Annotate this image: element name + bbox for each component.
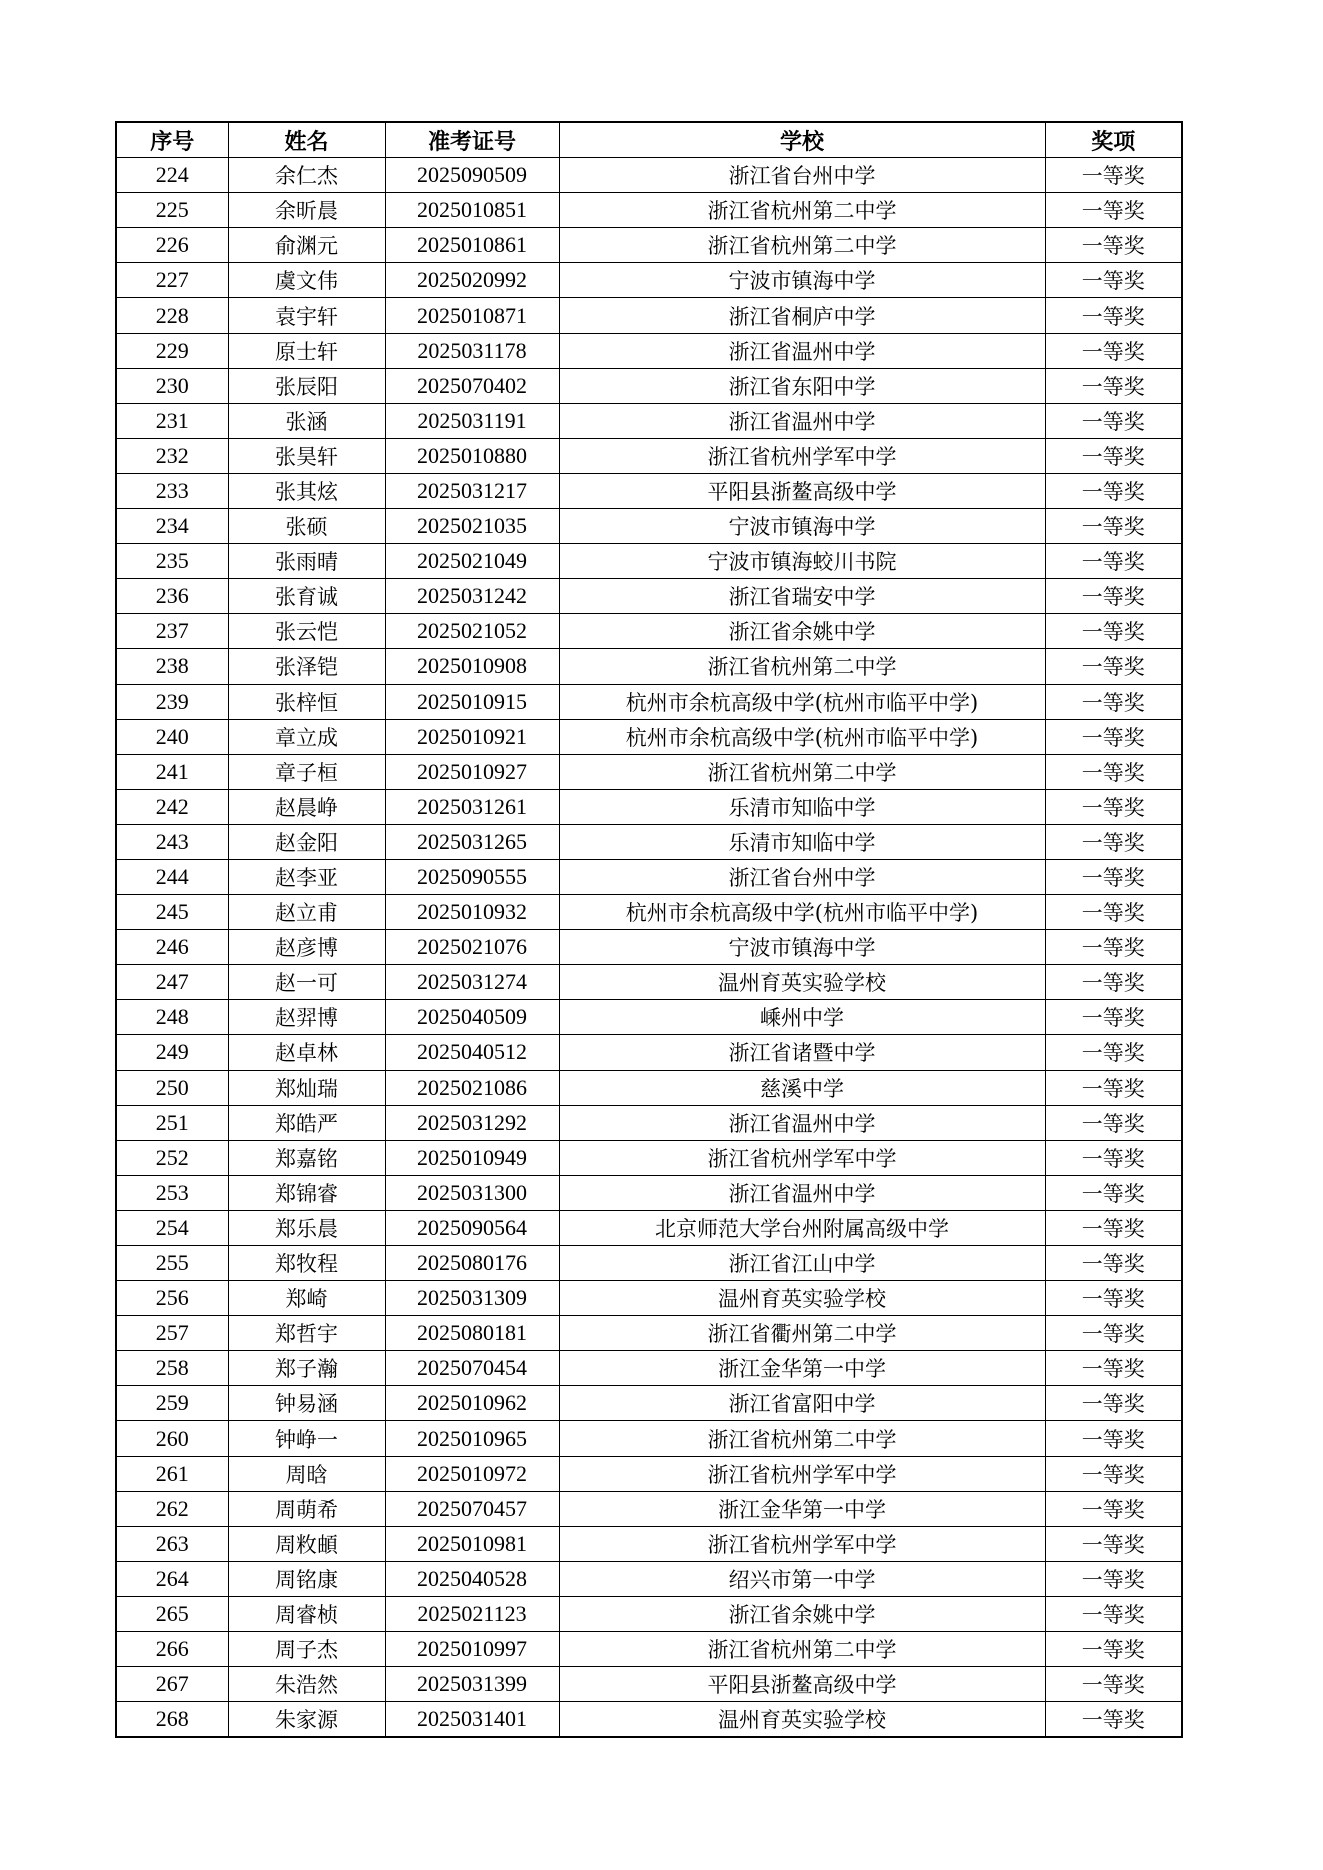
serial-number-cell: 266 <box>116 1632 228 1667</box>
school-cell: 杭州市余杭高级中学(杭州市临平中学) <box>559 684 1045 719</box>
serial-number-cell: 238 <box>116 649 228 684</box>
serial-number-cell: 231 <box>116 403 228 438</box>
award-cell: 一等奖 <box>1045 930 1182 965</box>
serial-number-cell: 263 <box>116 1526 228 1561</box>
table-row <box>116 824 1182 859</box>
ticket-number-cell: 2025010972 <box>385 1456 559 1491</box>
table-row <box>116 1070 1182 1105</box>
school-cell: 浙江省诸暨中学 <box>559 1035 1045 1070</box>
ticket-number-cell: 2025010997 <box>385 1632 559 1667</box>
award-cell: 一等奖 <box>1045 649 1182 684</box>
school-cell: 浙江金华第一中学 <box>559 1351 1045 1386</box>
school-cell: 浙江省杭州第二中学 <box>559 1421 1045 1456</box>
school-cell: 浙江省杭州第二中学 <box>559 1632 1045 1667</box>
name-cell: 郑崎 <box>228 1281 385 1316</box>
ticket-number-cell: 2025080176 <box>385 1246 559 1281</box>
school-cell: 乐清市知临中学 <box>559 789 1045 824</box>
header-award: 奖项 <box>1045 122 1182 158</box>
serial-number-cell: 248 <box>116 1000 228 1035</box>
table-row <box>116 473 1182 508</box>
serial-number-cell: 237 <box>116 614 228 649</box>
name-cell: 章立成 <box>228 719 385 754</box>
school-cell: 浙江省杭州学军中学 <box>559 1456 1045 1491</box>
serial-number-cell: 250 <box>116 1070 228 1105</box>
ticket-number-cell: 2025010880 <box>385 438 559 473</box>
serial-number-cell: 258 <box>116 1351 228 1386</box>
award-cell: 一等奖 <box>1045 1140 1182 1175</box>
serial-number-cell: 227 <box>116 263 228 298</box>
serial-number-cell: 228 <box>116 298 228 333</box>
award-cell: 一等奖 <box>1045 193 1182 228</box>
table-row <box>116 1175 1182 1210</box>
name-cell: 张硕 <box>228 509 385 544</box>
award-cell: 一等奖 <box>1045 684 1182 719</box>
school-cell: 嵊州中学 <box>559 1000 1045 1035</box>
ticket-number-cell: 2025070402 <box>385 368 559 403</box>
award-cell: 一等奖 <box>1045 824 1182 859</box>
award-cell: 一等奖 <box>1045 1210 1182 1245</box>
name-cell: 原士轩 <box>228 333 385 368</box>
school-cell: 浙江省余姚中学 <box>559 1596 1045 1631</box>
serial-number-cell: 267 <box>116 1667 228 1702</box>
award-cell: 一等奖 <box>1045 1386 1182 1421</box>
table-row <box>116 1210 1182 1245</box>
award-cell: 一等奖 <box>1045 473 1182 508</box>
school-cell: 浙江省瑞安中学 <box>559 579 1045 614</box>
award-cell: 一等奖 <box>1045 333 1182 368</box>
serial-number-cell: 241 <box>116 754 228 789</box>
serial-number-cell: 225 <box>116 193 228 228</box>
serial-number-cell: 249 <box>116 1035 228 1070</box>
award-cell: 一等奖 <box>1045 228 1182 263</box>
serial-number-cell: 260 <box>116 1421 228 1456</box>
award-cell: 一等奖 <box>1045 859 1182 894</box>
name-cell: 赵李亚 <box>228 859 385 894</box>
award-cell: 一等奖 <box>1045 1175 1182 1210</box>
ticket-number-cell: 2025031178 <box>385 333 559 368</box>
table-row <box>116 895 1182 930</box>
name-cell: 周晗 <box>228 1456 385 1491</box>
table-row <box>116 649 1182 684</box>
table-row <box>116 1105 1182 1140</box>
award-cell: 一等奖 <box>1045 579 1182 614</box>
table-row <box>116 754 1182 789</box>
name-cell: 张梓恒 <box>228 684 385 719</box>
ticket-number-cell: 2025031274 <box>385 965 559 1000</box>
serial-number-cell: 240 <box>116 719 228 754</box>
school-cell: 杭州市余杭高级中学(杭州市临平中学) <box>559 719 1045 754</box>
name-cell: 俞渊元 <box>228 228 385 263</box>
name-cell: 虞文伟 <box>228 263 385 298</box>
serial-number-cell: 229 <box>116 333 228 368</box>
ticket-number-cell: 2025031401 <box>385 1702 559 1738</box>
serial-number-cell: 256 <box>116 1281 228 1316</box>
school-cell: 浙江省温州中学 <box>559 1175 1045 1210</box>
award-cell: 一等奖 <box>1045 158 1182 193</box>
table-row <box>116 1140 1182 1175</box>
table-row <box>116 1561 1182 1596</box>
award-cell: 一等奖 <box>1045 719 1182 754</box>
award-cell: 一等奖 <box>1045 298 1182 333</box>
school-cell: 浙江省富阳中学 <box>559 1386 1045 1421</box>
name-cell: 朱浩然 <box>228 1667 385 1702</box>
ticket-number-cell: 2025010927 <box>385 754 559 789</box>
award-table <box>115 121 1183 1738</box>
name-cell: 张雨晴 <box>228 544 385 579</box>
name-cell: 赵立甫 <box>228 895 385 930</box>
table-header <box>116 122 1182 158</box>
serial-number-cell: 247 <box>116 965 228 1000</box>
name-cell: 张泽铠 <box>228 649 385 684</box>
name-cell: 钟易涵 <box>228 1386 385 1421</box>
table-row <box>116 1596 1182 1631</box>
header-school: 学校 <box>559 122 1045 158</box>
header-name: 姓名 <box>228 122 385 158</box>
serial-number-cell: 226 <box>116 228 228 263</box>
ticket-number-cell: 2025040528 <box>385 1561 559 1596</box>
name-cell: 郑锦睿 <box>228 1175 385 1210</box>
header-ticket-number: 准考证号 <box>385 122 559 158</box>
ticket-number-cell: 2025010981 <box>385 1526 559 1561</box>
ticket-number-cell: 2025021035 <box>385 509 559 544</box>
table-row <box>116 263 1182 298</box>
name-cell: 周睿桢 <box>228 1596 385 1631</box>
ticket-number-cell: 2025031309 <box>385 1281 559 1316</box>
ticket-number-cell: 2025010949 <box>385 1140 559 1175</box>
name-cell: 余昕晨 <box>228 193 385 228</box>
serial-number-cell: 264 <box>116 1561 228 1596</box>
serial-number-cell: 259 <box>116 1386 228 1421</box>
serial-number-cell: 246 <box>116 930 228 965</box>
serial-number-cell: 252 <box>116 1140 228 1175</box>
serial-number-cell: 257 <box>116 1316 228 1351</box>
name-cell: 郑子瀚 <box>228 1351 385 1386</box>
school-cell: 浙江省桐庐中学 <box>559 298 1045 333</box>
serial-number-cell: 224 <box>116 158 228 193</box>
serial-number-cell: 230 <box>116 368 228 403</box>
ticket-number-cell: 2025010915 <box>385 684 559 719</box>
award-cell: 一等奖 <box>1045 1421 1182 1456</box>
name-cell: 余仁杰 <box>228 158 385 193</box>
name-cell: 周子杰 <box>228 1632 385 1667</box>
name-cell: 张云恺 <box>228 614 385 649</box>
table-row <box>116 228 1182 263</box>
ticket-number-cell: 2025021086 <box>385 1070 559 1105</box>
table-row <box>116 1632 1182 1667</box>
ticket-number-cell: 2025070454 <box>385 1351 559 1386</box>
award-cell: 一等奖 <box>1045 789 1182 824</box>
award-cell: 一等奖 <box>1045 1351 1182 1386</box>
award-cell: 一等奖 <box>1045 544 1182 579</box>
table-row <box>116 1035 1182 1070</box>
school-cell: 绍兴市第一中学 <box>559 1561 1045 1596</box>
school-cell: 宁波市镇海中学 <box>559 509 1045 544</box>
name-cell: 赵彦博 <box>228 930 385 965</box>
table-row <box>116 1421 1182 1456</box>
ticket-number-cell: 2025020992 <box>385 263 559 298</box>
name-cell: 郑灿瑞 <box>228 1070 385 1105</box>
name-cell: 袁宇轩 <box>228 298 385 333</box>
serial-number-cell: 261 <box>116 1456 228 1491</box>
serial-number-cell: 253 <box>116 1175 228 1210</box>
ticket-number-cell: 2025010908 <box>385 649 559 684</box>
table-body <box>116 158 1182 1738</box>
name-cell: 赵羿博 <box>228 1000 385 1035</box>
award-cell: 一等奖 <box>1045 895 1182 930</box>
ticket-number-cell: 2025031399 <box>385 1667 559 1702</box>
award-cell: 一等奖 <box>1045 1000 1182 1035</box>
school-cell: 宁波市镇海蛟川书院 <box>559 544 1045 579</box>
award-cell: 一等奖 <box>1045 1246 1182 1281</box>
school-cell: 浙江省杭州第二中学 <box>559 649 1045 684</box>
table-row <box>116 1281 1182 1316</box>
table-row <box>116 614 1182 649</box>
serial-number-cell: 254 <box>116 1210 228 1245</box>
ticket-number-cell: 2025021049 <box>385 544 559 579</box>
serial-number-cell: 242 <box>116 789 228 824</box>
school-cell: 浙江省温州中学 <box>559 333 1045 368</box>
ticket-number-cell: 2025090555 <box>385 859 559 894</box>
table-row <box>116 1246 1182 1281</box>
award-cell: 一等奖 <box>1045 1316 1182 1351</box>
name-cell: 张涵 <box>228 403 385 438</box>
ticket-number-cell: 2025021052 <box>385 614 559 649</box>
award-cell: 一等奖 <box>1045 368 1182 403</box>
award-cell: 一等奖 <box>1045 438 1182 473</box>
award-cell: 一等奖 <box>1045 1281 1182 1316</box>
table-row <box>116 193 1182 228</box>
ticket-number-cell: 2025090564 <box>385 1210 559 1245</box>
ticket-number-cell: 2025031191 <box>385 403 559 438</box>
award-cell: 一等奖 <box>1045 1561 1182 1596</box>
table-row <box>116 1000 1182 1035</box>
ticket-number-cell: 2025010921 <box>385 719 559 754</box>
name-cell: 赵一可 <box>228 965 385 1000</box>
award-cell: 一等奖 <box>1045 263 1182 298</box>
ticket-number-cell: 2025010965 <box>385 1421 559 1456</box>
school-cell: 宁波市镇海中学 <box>559 930 1045 965</box>
award-cell: 一等奖 <box>1045 1702 1182 1738</box>
table-row <box>116 298 1182 333</box>
serial-number-cell: 255 <box>116 1246 228 1281</box>
table-row <box>116 719 1182 754</box>
award-cell: 一等奖 <box>1045 1070 1182 1105</box>
name-cell: 郑牧程 <box>228 1246 385 1281</box>
school-cell: 慈溪中学 <box>559 1070 1045 1105</box>
school-cell: 浙江省温州中学 <box>559 1105 1045 1140</box>
name-cell: 张辰阳 <box>228 368 385 403</box>
table-row <box>116 1456 1182 1491</box>
serial-number-cell: 262 <box>116 1491 228 1526</box>
school-cell: 浙江省杭州第二中学 <box>559 754 1045 789</box>
name-cell: 郑哲宇 <box>228 1316 385 1351</box>
ticket-number-cell: 2025021123 <box>385 1596 559 1631</box>
school-cell: 浙江省台州中学 <box>559 859 1045 894</box>
serial-number-cell: 244 <box>116 859 228 894</box>
school-cell: 浙江省温州中学 <box>559 403 1045 438</box>
ticket-number-cell: 2025010851 <box>385 193 559 228</box>
ticket-number-cell: 2025010932 <box>385 895 559 930</box>
serial-number-cell: 243 <box>116 824 228 859</box>
ticket-number-cell: 2025040512 <box>385 1035 559 1070</box>
name-cell: 钟峥一 <box>228 1421 385 1456</box>
serial-number-cell: 265 <box>116 1596 228 1631</box>
school-cell: 浙江省东阳中学 <box>559 368 1045 403</box>
school-cell: 平阳县浙鳌高级中学 <box>559 1667 1045 1702</box>
table-row <box>116 789 1182 824</box>
table-row <box>116 579 1182 614</box>
serial-number-cell: 245 <box>116 895 228 930</box>
award-cell: 一等奖 <box>1045 1456 1182 1491</box>
serial-number-cell: 236 <box>116 579 228 614</box>
school-cell: 浙江省杭州学军中学 <box>559 1140 1045 1175</box>
school-cell: 浙江省台州中学 <box>559 158 1045 193</box>
school-cell: 浙江金华第一中学 <box>559 1491 1045 1526</box>
table-row <box>116 1702 1182 1738</box>
school-cell: 浙江省杭州学军中学 <box>559 1526 1045 1561</box>
award-cell: 一等奖 <box>1045 403 1182 438</box>
name-cell: 朱家源 <box>228 1702 385 1738</box>
school-cell: 浙江省杭州学军中学 <box>559 438 1045 473</box>
table-row <box>116 965 1182 1000</box>
school-cell: 浙江省衢州第二中学 <box>559 1316 1045 1351</box>
ticket-number-cell: 2025031265 <box>385 824 559 859</box>
ticket-number-cell: 2025070457 <box>385 1491 559 1526</box>
serial-number-cell: 239 <box>116 684 228 719</box>
ticket-number-cell: 2025080181 <box>385 1316 559 1351</box>
school-cell: 温州育英实验学校 <box>559 1281 1045 1316</box>
school-cell: 浙江省杭州第二中学 <box>559 193 1045 228</box>
name-cell: 张育诚 <box>228 579 385 614</box>
award-cell: 一等奖 <box>1045 1526 1182 1561</box>
ticket-number-cell: 2025031242 <box>385 579 559 614</box>
table-row <box>116 859 1182 894</box>
name-cell: 赵金阳 <box>228 824 385 859</box>
ticket-number-cell: 2025010962 <box>385 1386 559 1421</box>
name-cell: 郑皓严 <box>228 1105 385 1140</box>
serial-number-cell: 232 <box>116 438 228 473</box>
ticket-number-cell: 2025031261 <box>385 789 559 824</box>
award-cell: 一等奖 <box>1045 1596 1182 1631</box>
school-cell: 北京师范大学台州附属高级中学 <box>559 1210 1045 1245</box>
ticket-number-cell: 2025021076 <box>385 930 559 965</box>
serial-number-cell: 251 <box>116 1105 228 1140</box>
serial-number-cell: 234 <box>116 509 228 544</box>
ticket-number-cell: 2025010861 <box>385 228 559 263</box>
table-row <box>116 438 1182 473</box>
school-cell: 温州育英实验学校 <box>559 1702 1045 1738</box>
name-cell: 张昊轩 <box>228 438 385 473</box>
ticket-number-cell: 2025040509 <box>385 1000 559 1035</box>
header-row <box>116 122 1182 158</box>
name-cell: 郑嘉铭 <box>228 1140 385 1175</box>
school-cell: 浙江省余姚中学 <box>559 614 1045 649</box>
ticket-number-cell: 2025031292 <box>385 1105 559 1140</box>
award-cell: 一等奖 <box>1045 1632 1182 1667</box>
award-cell: 一等奖 <box>1045 965 1182 1000</box>
table-row <box>116 368 1182 403</box>
name-cell: 郑乐晨 <box>228 1210 385 1245</box>
name-cell: 张其炫 <box>228 473 385 508</box>
table-row <box>116 930 1182 965</box>
school-cell: 浙江省江山中学 <box>559 1246 1045 1281</box>
award-cell: 一等奖 <box>1045 1667 1182 1702</box>
table-row <box>116 1667 1182 1702</box>
award-cell: 一等奖 <box>1045 614 1182 649</box>
table-row <box>116 509 1182 544</box>
school-cell: 浙江省杭州第二中学 <box>559 228 1045 263</box>
serial-number-cell: 235 <box>116 544 228 579</box>
ticket-number-cell: 2025090509 <box>385 158 559 193</box>
ticket-number-cell: 2025010871 <box>385 298 559 333</box>
table-row <box>116 333 1182 368</box>
serial-number-cell: 268 <box>116 1702 228 1738</box>
name-cell: 章子桓 <box>228 754 385 789</box>
award-cell: 一等奖 <box>1045 1105 1182 1140</box>
school-cell: 平阳县浙鳌高级中学 <box>559 473 1045 508</box>
serial-number-cell: 233 <box>116 473 228 508</box>
school-cell: 杭州市余杭高级中学(杭州市临平中学) <box>559 895 1045 930</box>
ticket-number-cell: 2025031300 <box>385 1175 559 1210</box>
name-cell: 赵卓林 <box>228 1035 385 1070</box>
school-cell: 乐清市知临中学 <box>559 824 1045 859</box>
award-cell: 一等奖 <box>1045 1491 1182 1526</box>
table-row <box>116 1386 1182 1421</box>
table-row <box>116 1491 1182 1526</box>
name-cell: 周铭康 <box>228 1561 385 1596</box>
name-cell: 赵晨峥 <box>228 789 385 824</box>
award-cell: 一等奖 <box>1045 1035 1182 1070</box>
table-row <box>116 684 1182 719</box>
table-row <box>116 1316 1182 1351</box>
name-cell: 周敉頔 <box>228 1526 385 1561</box>
table-row <box>116 1351 1182 1386</box>
table-row <box>116 158 1182 193</box>
ticket-number-cell: 2025031217 <box>385 473 559 508</box>
table-row <box>116 544 1182 579</box>
name-cell: 周萌希 <box>228 1491 385 1526</box>
table-row <box>116 1526 1182 1561</box>
header-serial-number: 序号 <box>116 122 228 158</box>
award-cell: 一等奖 <box>1045 754 1182 789</box>
school-cell: 宁波市镇海中学 <box>559 263 1045 298</box>
award-cell: 一等奖 <box>1045 509 1182 544</box>
school-cell: 温州育英实验学校 <box>559 965 1045 1000</box>
table-row <box>116 403 1182 438</box>
